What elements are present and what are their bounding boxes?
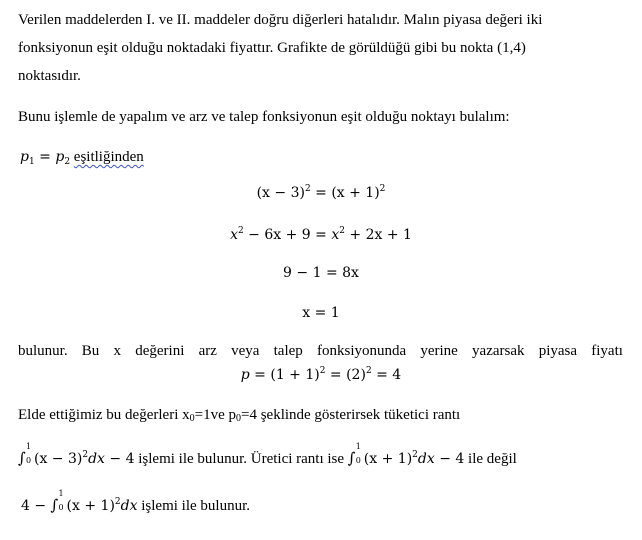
eq1-lhs: (x − 3) — [256, 185, 305, 201]
integral-lead: 4 − — [21, 498, 51, 514]
integral-upper-limit: 1 — [26, 442, 32, 451]
paragraph-1-line-1: Verilen maddelerden I. ve II. maddeler doğru diğerleri hatalıdır. Malın piyasa değeri iki — [18, 12, 543, 28]
word: Bu — [81, 343, 100, 359]
paragraph-4 — [18, 405, 460, 425]
eq1-lhs-exponent: 2 — [304, 184, 311, 194]
p2-subscript: 2 — [64, 157, 71, 167]
integral-sign-icon: ∫ 1 0 — [347, 442, 361, 467]
integrand-exponent: 2 — [114, 497, 121, 507]
price-part-2: = (2) — [325, 367, 366, 383]
word: bulunur. — [18, 343, 68, 359]
integrand-exponent: 2 — [82, 450, 89, 460]
integral-tail: − 4 — [104, 451, 135, 467]
integral-line-1-end: ile değil — [464, 451, 517, 467]
equation-4: x = 1 — [302, 305, 340, 321]
x0-subscript: 0 — [189, 413, 195, 424]
p1-p2-expression — [20, 149, 70, 165]
integrand: (x − 3) — [34, 451, 83, 467]
p4-text-2: =1ve p — [194, 407, 236, 423]
integral-sign-icon: ∫ 1 0 — [18, 442, 32, 467]
integral-tail: − 4 — [434, 451, 465, 467]
word-esitliginden: eşitliğinden — [73, 149, 144, 165]
equation-3: 9 − 1 = 8x — [283, 265, 359, 281]
word: yazarsak — [472, 343, 525, 359]
word: talep — [273, 343, 303, 359]
integral-sign-icon: ∫ 1 0 — [50, 489, 64, 514]
eq2-x-exponent-right: 2 — [339, 226, 345, 236]
integrand: (x + 1) — [363, 451, 413, 467]
price-part-1: = (1 + 1) — [249, 367, 320, 383]
price-exponent-1: 2 — [319, 366, 326, 376]
differential: dx — [417, 451, 435, 467]
eq2-middle: − 6x + 9 = — [243, 227, 332, 243]
word: veya — [231, 343, 260, 359]
word: fiyatı — [591, 343, 623, 359]
p4-text-3: =4 şeklinde gösterirsek tüketici rantı — [240, 407, 461, 423]
equality-line — [20, 147, 144, 167]
eq2-x-term-right: x — [331, 227, 340, 243]
integrand-exponent: 2 — [412, 450, 418, 460]
eq2-x-exponent: 2 — [237, 226, 244, 236]
integral-lower-limit: 0 — [58, 503, 64, 512]
eq2-x-term: x — [230, 227, 238, 243]
word: fonksiyonunda — [316, 343, 407, 359]
word: x — [113, 343, 122, 359]
price-symbol: p — [240, 367, 250, 383]
paragraph-3 — [18, 341, 623, 361]
p4-text-1: Elde ettiğimiz bu değerleri x — [18, 407, 190, 423]
eq2-tail: + 2x + 1 — [344, 227, 412, 243]
integral-line-1 — [18, 442, 517, 469]
differential: dx — [88, 451, 105, 467]
price-equation — [0, 365, 642, 385]
integral-lower-limit: 0 — [355, 456, 361, 465]
alternate-integral — [21, 489, 138, 514]
p1-subscript: 1 — [28, 157, 35, 167]
eq1-rhs-exponent: 2 — [379, 184, 386, 194]
producer-surplus-integral — [347, 442, 465, 467]
consumer-surplus-integral — [18, 442, 135, 467]
paragraph-2: Bunu işlemle de yapalım ve arz ve talep fonksiyonun eşit olduğu noktayı bulalım: — [18, 109, 510, 125]
integral-line-2-end: işlemi ile bulunur. — [137, 498, 250, 514]
word: arz — [198, 343, 217, 359]
price-part-3: = 4 — [371, 367, 402, 383]
paragraph-1-line-2: fonksiyonun eşit olduğu noktadaki fiyattır. Grafikte de görüldüğü gibi bu nokta (1,4) — [18, 40, 526, 56]
p1-symbol: p — [20, 149, 29, 165]
equation-1 — [0, 183, 642, 203]
integral-upper-limit: 1 — [58, 489, 64, 498]
word: değerini — [135, 343, 185, 359]
price-exponent-2: 2 — [365, 366, 372, 376]
word: piyasa — [538, 343, 578, 359]
differential: dx — [120, 498, 138, 514]
integrand: (x + 1) — [66, 498, 115, 514]
p2-symbol: p — [55, 149, 65, 165]
equals-sign: = — [39, 149, 51, 165]
paragraph-1-line-3: noktasıdır. — [18, 68, 81, 84]
p0-subscript: 0 — [235, 413, 241, 424]
integral-line-1-text: işlemi ile bulunur. Üretici rantı ise — [134, 451, 348, 467]
word: yerine — [420, 343, 458, 359]
eq1-rhs: (x + 1) — [331, 185, 380, 201]
integral-upper-limit: 1 — [355, 442, 361, 451]
eq1-equals: = — [310, 185, 332, 201]
integral-lower-limit: 0 — [26, 456, 32, 465]
equation-2 — [0, 225, 642, 245]
integral-line-2 — [21, 489, 250, 516]
